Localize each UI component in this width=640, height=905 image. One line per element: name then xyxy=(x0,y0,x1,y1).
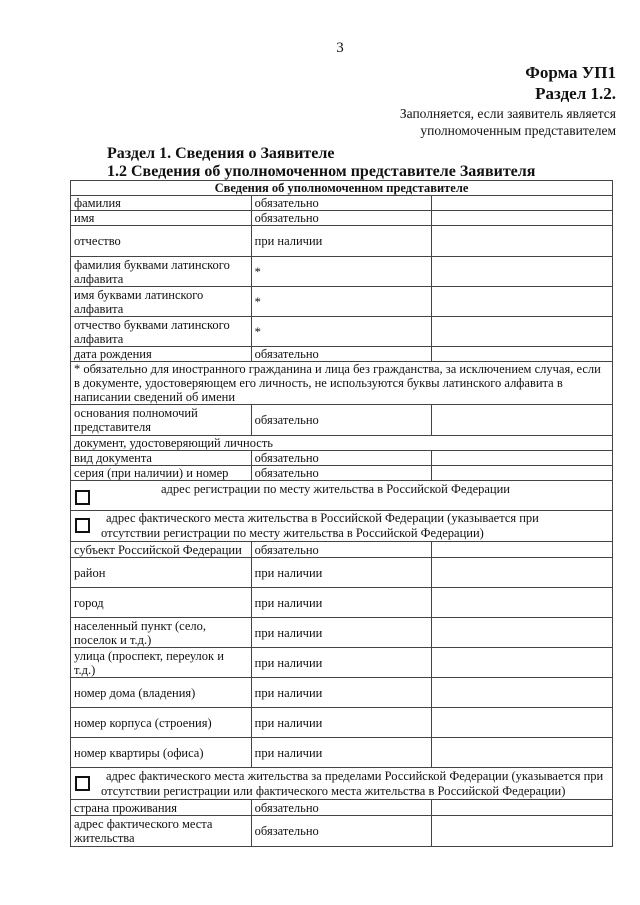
field-label: номер дома (владения) xyxy=(71,678,252,708)
abroad-address-checkbox[interactable] xyxy=(75,776,90,791)
document-type-input[interactable] xyxy=(432,451,613,466)
field-requirement: обязательно xyxy=(251,816,432,847)
table-row xyxy=(71,287,613,317)
field-requirement: * xyxy=(251,287,432,317)
field-requirement: обязательно xyxy=(251,466,432,481)
table-row xyxy=(71,405,613,436)
field-requirement: * xyxy=(251,317,432,347)
note-line-1: Заполняется, если заявитель является xyxy=(399,106,616,121)
surname-input[interactable] xyxy=(432,196,613,211)
country-input[interactable] xyxy=(432,800,613,816)
id-document-subheader: документ, удостоверяющий личность xyxy=(71,436,613,451)
table-row xyxy=(71,708,613,738)
table-row xyxy=(71,800,613,816)
field-label: улица (проспект, переулок и т.д.) xyxy=(71,648,252,678)
abroad-address-input[interactable] xyxy=(432,816,613,847)
table-row xyxy=(71,347,613,362)
table-header: Сведения об уполномоченном представителе xyxy=(71,181,613,196)
actual-rf-address-checkbox[interactable] xyxy=(75,518,90,533)
field-label: серия (при наличии) и номер xyxy=(71,466,252,481)
name-latin-input[interactable] xyxy=(432,287,613,317)
table-row xyxy=(71,588,613,618)
field-requirement: обязательно xyxy=(251,800,432,816)
table-row xyxy=(71,317,613,347)
field-requirement: при наличии xyxy=(251,678,432,708)
authority-basis-input[interactable] xyxy=(432,405,613,436)
region-input[interactable] xyxy=(432,542,613,558)
field-label: основания полномочий представителя xyxy=(71,405,252,436)
checkbox-label: адрес фактического места жительства в Российской Федерации (указывается при отсутствии регистрации по месту жительства в Российской Федерации) xyxy=(101,511,539,540)
field-requirement: при наличии xyxy=(251,618,432,648)
field-label: страна проживания xyxy=(71,800,252,816)
note-line-2: уполномоченным представителем xyxy=(420,123,616,138)
field-label: отчество xyxy=(71,226,252,257)
field-requirement: обязательно xyxy=(251,542,432,558)
table-row xyxy=(71,816,613,847)
patronymic-input[interactable] xyxy=(432,226,613,257)
table-row xyxy=(71,196,613,211)
form-title: Форма УП1 xyxy=(525,63,616,82)
table-row xyxy=(71,211,613,226)
field-label: номер квартиры (офиса) xyxy=(71,738,252,768)
field-requirement: при наличии xyxy=(251,588,432,618)
table-row xyxy=(71,226,613,257)
table-row xyxy=(71,678,613,708)
patronymic-latin-input[interactable] xyxy=(432,317,613,347)
field-requirement: при наличии xyxy=(251,226,432,257)
settlement-input[interactable] xyxy=(432,618,613,648)
birth-date-input[interactable] xyxy=(432,347,613,362)
street-input[interactable] xyxy=(432,648,613,678)
table-row xyxy=(71,451,613,466)
field-label: фамилия xyxy=(71,196,252,211)
field-label: адрес фактического места жительства xyxy=(71,816,252,847)
house-number-input[interactable] xyxy=(432,678,613,708)
footnote: * обязательно для иностранного гражданина и лица без гражданства, за исключением случая, если в документе, удостоверяющем его личность, не используются буквы латинского алфавита в написании сведений об имени xyxy=(71,362,613,405)
building-number-input[interactable] xyxy=(432,708,613,738)
field-label: город xyxy=(71,588,252,618)
district-input[interactable] xyxy=(432,558,613,588)
field-label: населенный пункт (село, поселок и т.д.) xyxy=(71,618,252,648)
field-label: дата рождения xyxy=(71,347,252,362)
field-label: имя xyxy=(71,211,252,226)
field-label: вид документа xyxy=(71,451,252,466)
representative-form-table xyxy=(70,180,613,847)
field-requirement: обязательно xyxy=(251,451,432,466)
field-label: субъект Российской Федерации xyxy=(71,542,252,558)
field-requirement: при наличии xyxy=(251,708,432,738)
table-row xyxy=(71,558,613,588)
field-requirement: при наличии xyxy=(251,648,432,678)
field-label: фамилия буквами латинского алфавита xyxy=(71,257,252,287)
field-requirement: * xyxy=(251,257,432,287)
abroad-address-option[interactable] xyxy=(71,768,613,800)
name-input[interactable] xyxy=(432,211,613,226)
subsection-heading: 1.2 Сведения об уполномоченном представителе Заявителя xyxy=(107,163,536,180)
table-row xyxy=(71,466,613,481)
page-number: 3 xyxy=(336,40,344,56)
field-label: отчество буквами латинского алфавита xyxy=(71,317,252,347)
field-requirement: при наличии xyxy=(251,738,432,768)
table-row xyxy=(71,648,613,678)
registration-address-option[interactable] xyxy=(71,481,613,511)
table-row xyxy=(71,542,613,558)
table-row xyxy=(71,738,613,768)
form-section: Раздел 1.2. xyxy=(535,84,616,103)
form-note xyxy=(400,105,616,139)
checkbox-label: адрес регистрации по месту жительства в Российской Федерации xyxy=(161,482,510,496)
field-requirement: обязательно xyxy=(251,405,432,436)
field-requirement: обязательно xyxy=(251,347,432,362)
field-label: имя буквами латинского алфавита xyxy=(71,287,252,317)
field-label: номер корпуса (строения) xyxy=(71,708,252,738)
table-row xyxy=(71,257,613,287)
field-requirement: обязательно xyxy=(251,196,432,211)
actual-rf-address-option[interactable] xyxy=(71,511,613,542)
field-requirement: при наличии xyxy=(251,558,432,588)
surname-latin-input[interactable] xyxy=(432,257,613,287)
apartment-number-input[interactable] xyxy=(432,738,613,768)
checkbox-label: адрес фактического места жительства за пределами Российской Федерации (указывается при отсутствии регистрации или фактического места жительства в Российской Федерации) xyxy=(101,768,604,798)
section-heading: Раздел 1. Сведения о Заявителе xyxy=(107,145,335,162)
registration-address-checkbox[interactable] xyxy=(75,490,90,505)
document-number-input[interactable] xyxy=(432,466,613,481)
table-row xyxy=(71,618,613,648)
city-input[interactable] xyxy=(432,588,613,618)
field-label: район xyxy=(71,558,252,588)
field-requirement: обязательно xyxy=(251,211,432,226)
